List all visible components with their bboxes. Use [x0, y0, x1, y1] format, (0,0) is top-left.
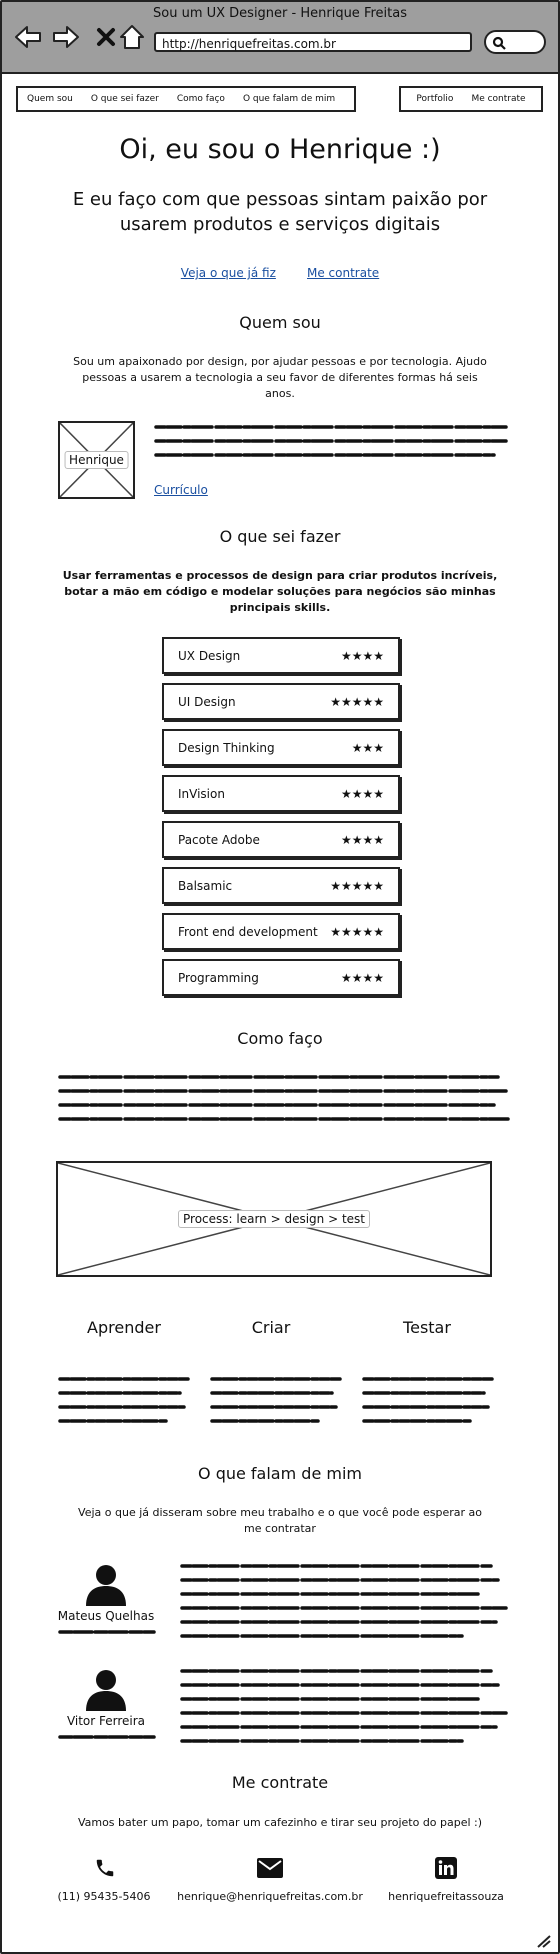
search-icon	[492, 36, 506, 50]
skill-name: Design Thinking	[178, 740, 275, 755]
testimonial-name: Vitor Ferreira	[66, 1714, 146, 1728]
process-col-create: Criar	[251, 1318, 291, 1337]
user-icon	[84, 1563, 128, 1607]
skills-text-line1: Usar ferramentas e processos de design para criar produtos incríveis,	[62, 569, 498, 582]
skills-text-line2: botar a mão em código e modelar soluções para negócios são minhas	[64, 585, 496, 598]
about-placeholder-text	[154, 422, 510, 466]
skill-rating: ★★★★★	[330, 924, 384, 939]
skill-name: Pacote Adobe	[178, 832, 260, 847]
skill-item	[162, 729, 400, 766]
resize-handle-icon[interactable]	[536, 1934, 552, 1948]
main-nav	[16, 86, 356, 112]
process-col-test: Testar	[403, 1318, 451, 1337]
skill-name: Programming	[178, 970, 259, 985]
process-learn-placeholder	[58, 1374, 194, 1434]
testimonial-placeholder-text	[180, 1666, 510, 1752]
browser-toolbar	[2, 2, 558, 74]
skill-name: UI Design	[178, 694, 236, 709]
link-portfolio[interactable]: Veja o que já fiz	[180, 266, 276, 280]
contact-text: Vamos bater um papo, tomar um cafezinho e tirar seu projeto do papel :)	[77, 1816, 483, 1829]
skill-item	[162, 821, 400, 858]
skill-item	[162, 867, 400, 904]
profile-photo-placeholder	[58, 421, 135, 499]
skill-rating: ★★★★	[340, 970, 384, 985]
profile-photo-label: Henrique	[64, 451, 129, 469]
close-icon[interactable]	[94, 24, 120, 50]
contact-heading: Me contrate	[231, 1773, 329, 1792]
contact-phone[interactable]: (11) 95435-5406	[57, 1890, 151, 1903]
testimonial-name: Mateus Quelhas	[57, 1609, 155, 1623]
skill-rating: ★★★	[351, 740, 384, 755]
back-arrow-icon[interactable]	[14, 24, 40, 50]
skill-name: UX Design	[178, 648, 241, 663]
about-text-line1: Sou um apaixonado por design, por ajudar pessoas e por tecnologia. Ajudo	[73, 355, 487, 368]
skill-rating: ★★★★	[340, 786, 384, 801]
process-image-label: Process: learn > design > test	[178, 1210, 370, 1228]
hero-subtitle-line2: usarem produtos e serviços digitais	[119, 214, 441, 235]
skill-item	[162, 683, 400, 720]
phone-icon	[94, 1857, 116, 1879]
testimonials-heading: O que falam de mim	[198, 1464, 362, 1483]
process-placeholder-text	[58, 1072, 510, 1132]
skill-rating: ★★★★★	[330, 878, 384, 893]
skill-rating: ★★★★	[340, 832, 384, 847]
skill-item	[162, 913, 400, 950]
testimonial-placeholder-text	[180, 1561, 510, 1647]
hero-title: Oi, eu sou o Henrique :)	[119, 134, 441, 165]
contact-email[interactable]: henrique@henriquefreitas.com.br	[177, 1890, 363, 1903]
user-icon	[84, 1668, 128, 1712]
process-heading: Como faço	[237, 1029, 323, 1048]
nav-item-me-contrate[interactable]: Me contrate	[471, 94, 526, 104]
skill-name: Balsamic	[178, 878, 233, 893]
hero-subtitle	[2, 187, 558, 237]
skills-text	[2, 568, 558, 616]
nav-item-quem-sou[interactable]: Quem sou	[27, 94, 73, 104]
cv-link[interactable]: Currículo	[154, 483, 208, 497]
process-col-learn: Aprender	[87, 1318, 161, 1337]
hero-links	[2, 262, 558, 281]
testimonials-text-line2: me contratar	[244, 1522, 316, 1535]
window-title: Sou um UX Designer - Henrique Freitas	[153, 6, 407, 21]
address-bar[interactable]: http://henriquefreitas.com.br	[154, 32, 472, 52]
about-text-line3: anos.	[265, 387, 295, 400]
testimonial-role-placeholder	[58, 1627, 158, 1637]
email-icon	[257, 1858, 283, 1878]
secondary-nav	[399, 86, 543, 112]
nav-item-o-que-falam[interactable]: O que falam de mim	[242, 94, 336, 104]
skill-name: InVision	[178, 786, 225, 801]
hero-subtitle-line1: E eu faço com que pessoas sintam paixão por	[72, 189, 488, 210]
testimonial-role-placeholder	[58, 1732, 158, 1742]
process-test-placeholder	[362, 1374, 498, 1434]
about-text	[2, 354, 558, 402]
skill-item	[162, 959, 400, 996]
skill-item	[162, 637, 400, 674]
skill-rating: ★★★★	[340, 648, 384, 663]
skills-text-line3: principais skills.	[229, 601, 331, 614]
nav-item-portfolio[interactable]: Portfolio	[416, 94, 454, 104]
contact-linkedin[interactable]: henriquefreitassouza	[388, 1890, 504, 1903]
skill-name: Front end development	[178, 924, 318, 939]
about-text-line2: pessoas a usarem a tecnologia a seu favor de diferentes formas há seis	[82, 371, 478, 384]
about-heading: Quem sou	[239, 313, 321, 332]
link-hire[interactable]: Me contrate	[307, 266, 380, 280]
skill-rating: ★★★★★	[330, 694, 384, 709]
linkedin-icon	[435, 1857, 457, 1879]
home-icon[interactable]	[118, 24, 144, 50]
search-input[interactable]	[484, 30, 546, 54]
testimonials-text-line1: Veja o que já disseram sobre meu trabalho e o que você pode esperar ao	[78, 1506, 482, 1519]
forward-arrow-icon[interactable]	[52, 24, 78, 50]
nav-item-como-faco[interactable]: Como faço	[176, 94, 225, 104]
process-create-placeholder	[210, 1374, 346, 1434]
testimonials-text	[2, 1505, 558, 1537]
skill-item	[162, 775, 400, 812]
process-image-placeholder	[56, 1161, 492, 1277]
skills-heading: O que sei fazer	[219, 527, 341, 546]
nav-item-o-que-sei-fazer[interactable]: O que sei fazer	[90, 94, 159, 104]
